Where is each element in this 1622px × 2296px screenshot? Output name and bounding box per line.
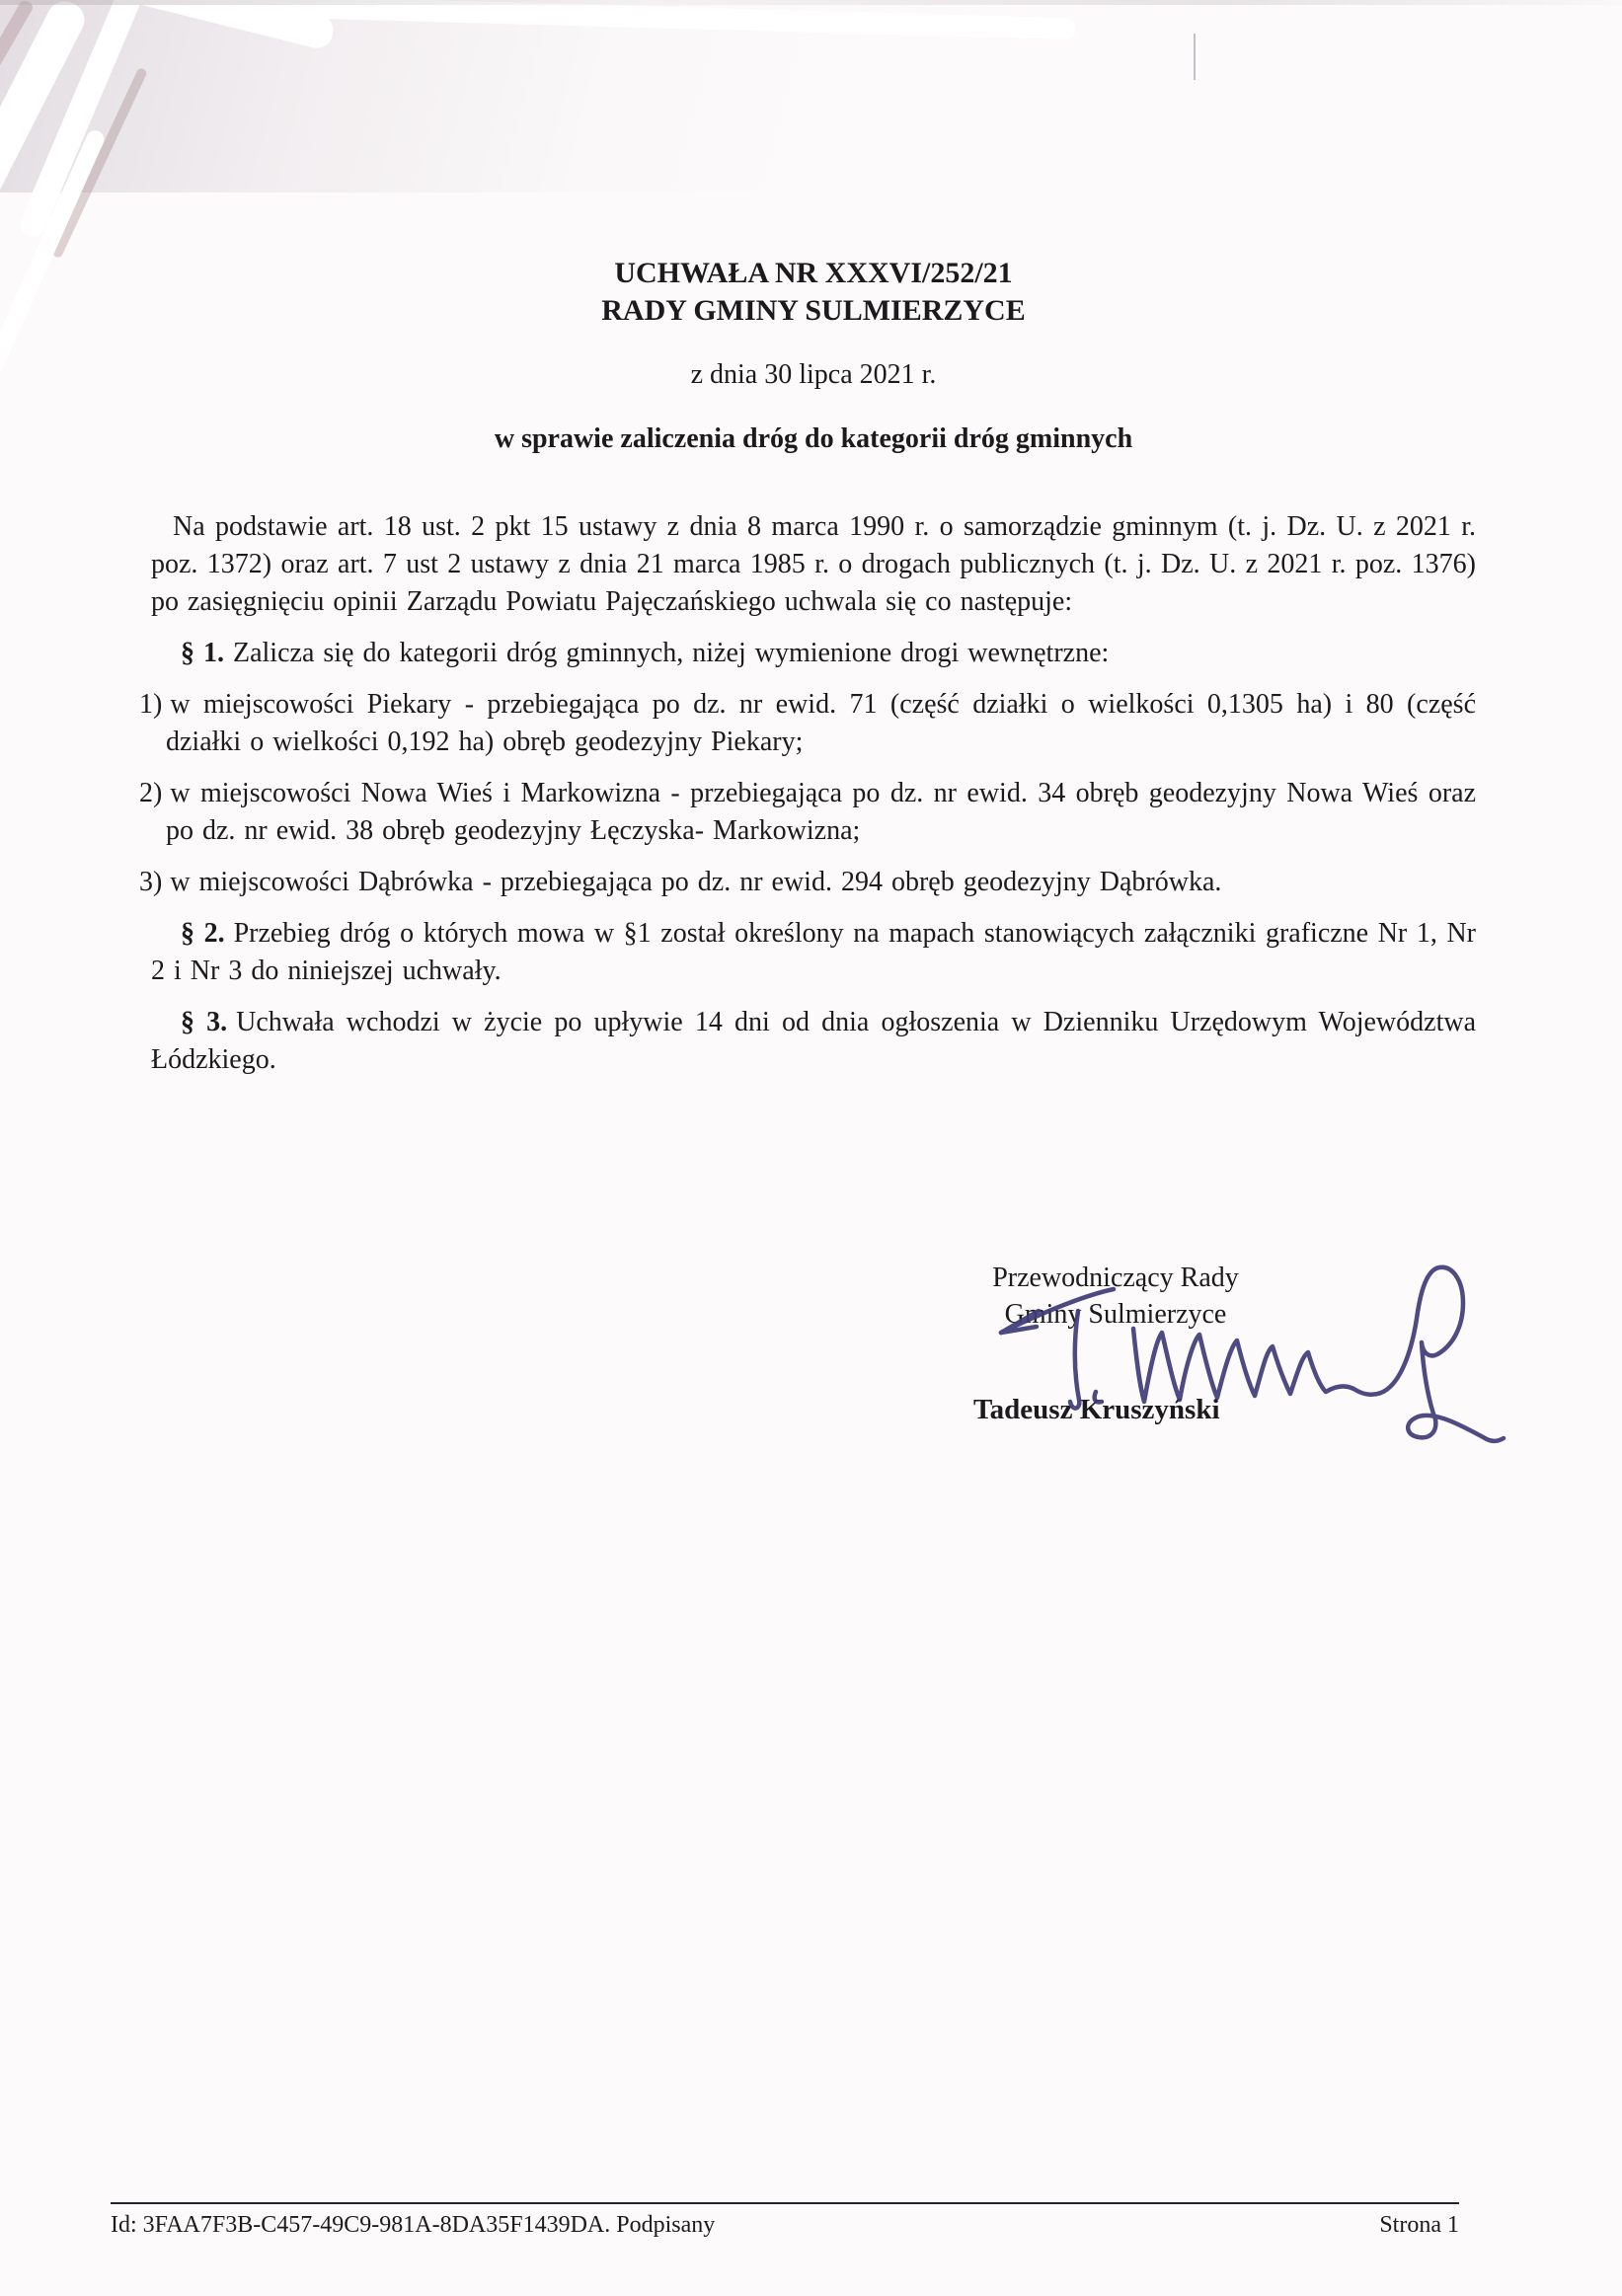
council-name: RADY GMINY SULMIERZYCE (601, 294, 1026, 327)
signature-name: Tadeusz Kruszyński (973, 1394, 1220, 1425)
document-id: Id: 3FAA7F3B-C457-49C9-981A-8DA35F1439DA. Podpisany (111, 2212, 716, 2238)
page-number: Strona 1 (1379, 2212, 1459, 2238)
section-text: Zalicza się do kategorii dróg gminnych, niżej wymienione drogi wewnętrzne: (233, 638, 1110, 668)
section-paragraph-3 (151, 1004, 1476, 1079)
signature-role-line2: Gminy Sulmierzyce (1004, 1299, 1227, 1330)
list-item (139, 864, 1476, 901)
legal-basis-paragraph: Na podstawie art. 18 ust. 2 pkt 15 ustawy z dnia 8 marca 1990 r. o samorządzie gminnym (t. j. Dz. U. z 2021 r. poz. 1372) oraz art. 7 ust 2 ustawy z dnia 21 marca 1985 r. o drogach publicznych (t. j. Dz. U. z 2021 r. poz. 1376) po zasięgnięciu opinii Zarządu Powiatu Pajęczańskiego uchwala się co następuje: (151, 511, 1476, 617)
section-label: § 1. (181, 638, 224, 668)
list-item-text: w miejscowości Nowa Wieś i Markowizna - przebiegająca po dz. nr ewid. 34 obręb geodezyjny Nowa Wieś oraz po dz. nr ewid. 38 obręb geodezyjny Łęczyska- Markowizna; (166, 778, 1476, 846)
list-item-number: 1) (139, 689, 163, 720)
list-item (139, 775, 1476, 850)
section-paragraph-1 (151, 635, 1476, 672)
list-item (139, 686, 1476, 761)
list-item-text: w miejscowości Piekary - przebiegająca po dz. nr ewid. 71 (część działki o wielkości 0,1305 ha) i 80 (część działki o wielkości 0,192 ha) obręb geodezyjny Piekary; (166, 689, 1476, 757)
scan-line-artifact (1194, 34, 1196, 80)
resolution-date: z dnia 30 lipca 2021 r. (690, 359, 937, 390)
resolution-number: UCHWAŁA NR XXXVI/252/21 (614, 257, 1013, 289)
list-item-number: 2) (139, 778, 163, 808)
section-text: Przebieg dróg o których mowa w §1 został określony na mapach stanowiących załączniki graficzne Nr 1, Nr 2 i Nr 3 do niniejszej uchwały. (151, 918, 1476, 986)
footer-divider (111, 2202, 1459, 2204)
section-paragraph-2 (151, 915, 1476, 990)
signature-role-line1: Przewodniczący Rady (992, 1263, 1239, 1293)
section-text: Uchwała wchodzi w życie po upływie 14 dni od dnia ogłoszenia w Dzienniku Urzędowym Województwa Łódzkiego. (151, 1007, 1477, 1075)
list-item-text: w miejscowości Dąbrówka - przebiegająca po dz. nr ewid. 294 obręb geodezyjny Dąbrówka. (170, 867, 1222, 897)
signature-role (918, 1260, 1313, 1333)
section-label: § 3. (181, 1007, 228, 1037)
section-label: § 2. (181, 918, 225, 949)
list-item-number: 3) (139, 867, 163, 897)
document-content (139, 255, 1477, 1079)
resolution-subject: w sprawie zaliczenia dróg do kategorii dróg gminnych (494, 423, 1133, 454)
scan-edge-band (0, 0, 1622, 5)
footer (111, 2210, 1459, 2240)
